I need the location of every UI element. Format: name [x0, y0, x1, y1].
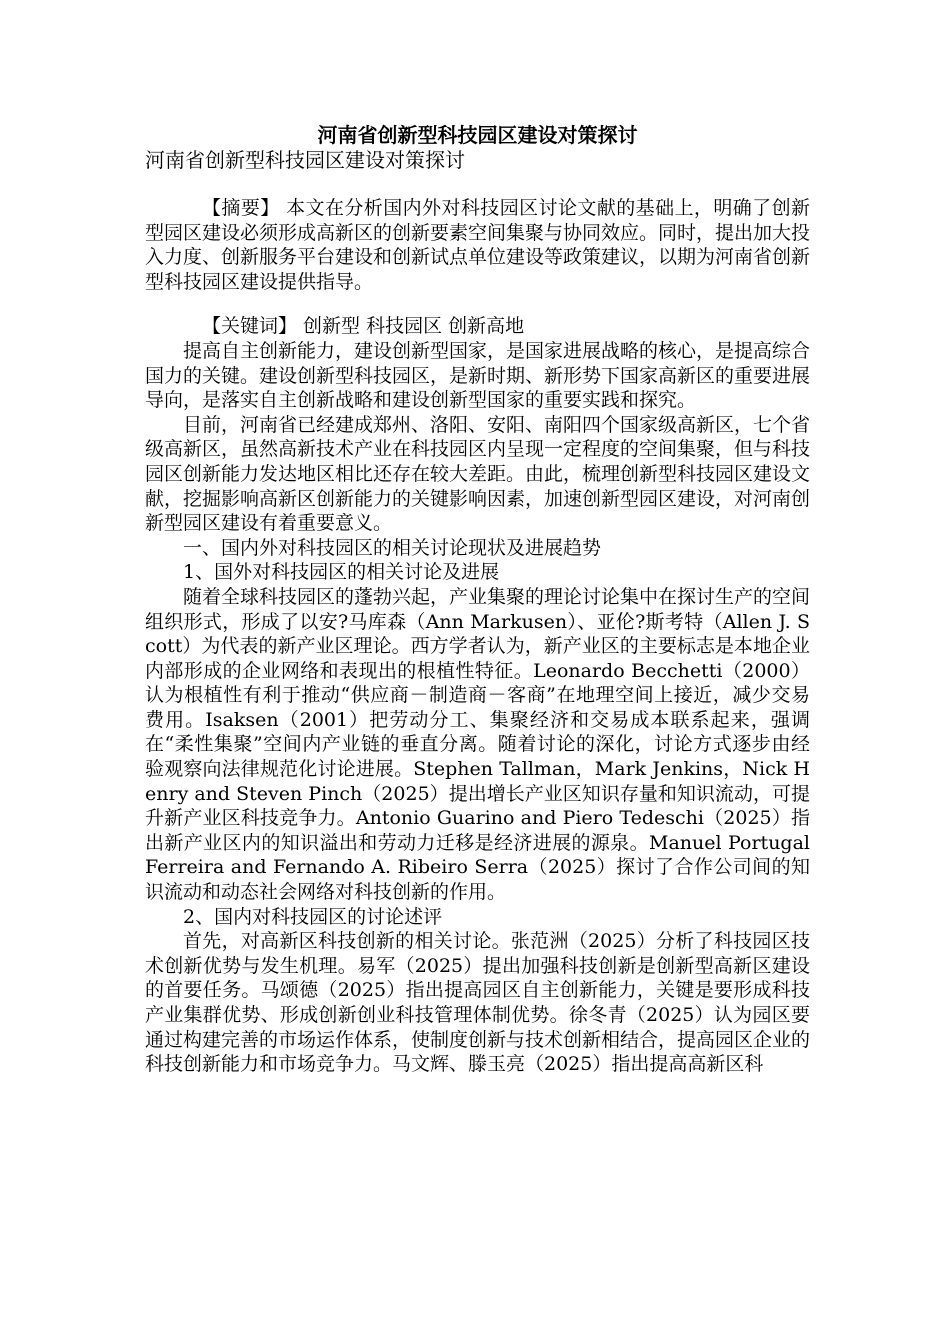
body-paragraph: 提高自主创新能力，建设创新型国家，是国家进展战略的核心，是提高综合国力的关键。建设创新型科技园区，是新时期、新形势下国家高新区的重要进展导向，是落实自主创新战略和建设创新型国家的重要实践和探究。: [145, 339, 811, 412]
body-paragraph: 目前，河南省已经建成郑州、洛阳、安阳、南阳四个国家级高新区，七个省级高新区，虽然高新技术产业在科技园区内呈现一定程度的空间集聚，但与科技园区创新能力发达地区相比还存在较大差距。由此，梳理创新型科技园区建设文献，挖掘影响高新区创新能力的关键影响因素，加速创新型园区建设，对河南创新型园区建设有着重要意义。: [145, 413, 811, 535]
section-heading: 一、国内外对科技园区的相关讨论现状及进展趋势: [183, 536, 602, 559]
document-page: [145, 122, 810, 1077]
body-paragraph: 随着全球科技园区的蓬勃兴起，产业集聚的理论讨论集中在探讨生产的空间组织形式，形成了以安?马库森（Ann Markusen）、亚伦?斯考特（Allen J. Scott）为代表的新产业区理论。西方学者认为，新产业区的主要标志是本地企业内部形成的企业网络和表现出的根植性特征。Leonardo Becchetti（2000）认为根植性有利于推动“供应商－制造商－客商”在地理空间上接近，减少交易费用。Isaksen（2001）把劳动分工、集聚经济和交易成本联系起来，强调在“柔性集聚”空间内产业链的垂直分离。随着讨论的深化，讨论方式逐步由经验观察向法律规范化讨论进展。Stephen Tallman，Mark Jenkins，Nick Henry and Steven Pinch（2025）提出增长产业区知识存量和知识流动，可提升新产业区科技竞争力。Antonio Guarino and Piero Tedeschi（2025）指出新产业区内的知识溢出和劳动力迁移是经济进展的源泉。Manuel Portugal Ferreira and Fernando A. Ribeiro Serra（2025）探讨了合作公司间的知识流动和动态社会网络对科技创新的作用。: [145, 585, 811, 904]
subsection-heading: 1、国外对科技园区的相关讨论及进展: [183, 561, 500, 584]
abstract-paragraph: 【摘要】 本文在分析国内外对科技园区讨论文献的基础上，明确了创新型园区建设必须形成高新区的创新要素空间集聚与协同效应。同时，提出加大投入力度、创新服务平台建设和创新试点单位建设等政策建议，以期为河南省创新型科技园区建设提供指导。: [145, 197, 811, 293]
document-subtitle: 河南省创新型科技园区建设对策探讨: [145, 148, 465, 172]
keywords-line: 【关键词】 创新型 科技园区 创新高地: [202, 315, 525, 338]
subsection-heading: 2、国内对科技园区的讨论述评: [183, 905, 443, 928]
document-title: 河南省创新型科技园区建设对策探讨: [317, 123, 638, 147]
body-paragraph: 首先，对高新区科技创新的相关讨论。张范洲（2025）分析了科技园区技术创新优势与发生机理。易军（2025）提出加强科技创新是创新型高新区建设的首要任务。马颂德（2025）指出提高园区自主创新能力，关键是要形成科技产业集群优势、形成创新创业科技管理体制优势。徐冬青（2025）认为园区要通过构建完善的市场运作体系，使制度创新与技术创新相结合，提高园区企业的科技创新能力和市场竞争力。马文辉、滕玉亮（2025）指出提高高新区科: [145, 930, 811, 1076]
